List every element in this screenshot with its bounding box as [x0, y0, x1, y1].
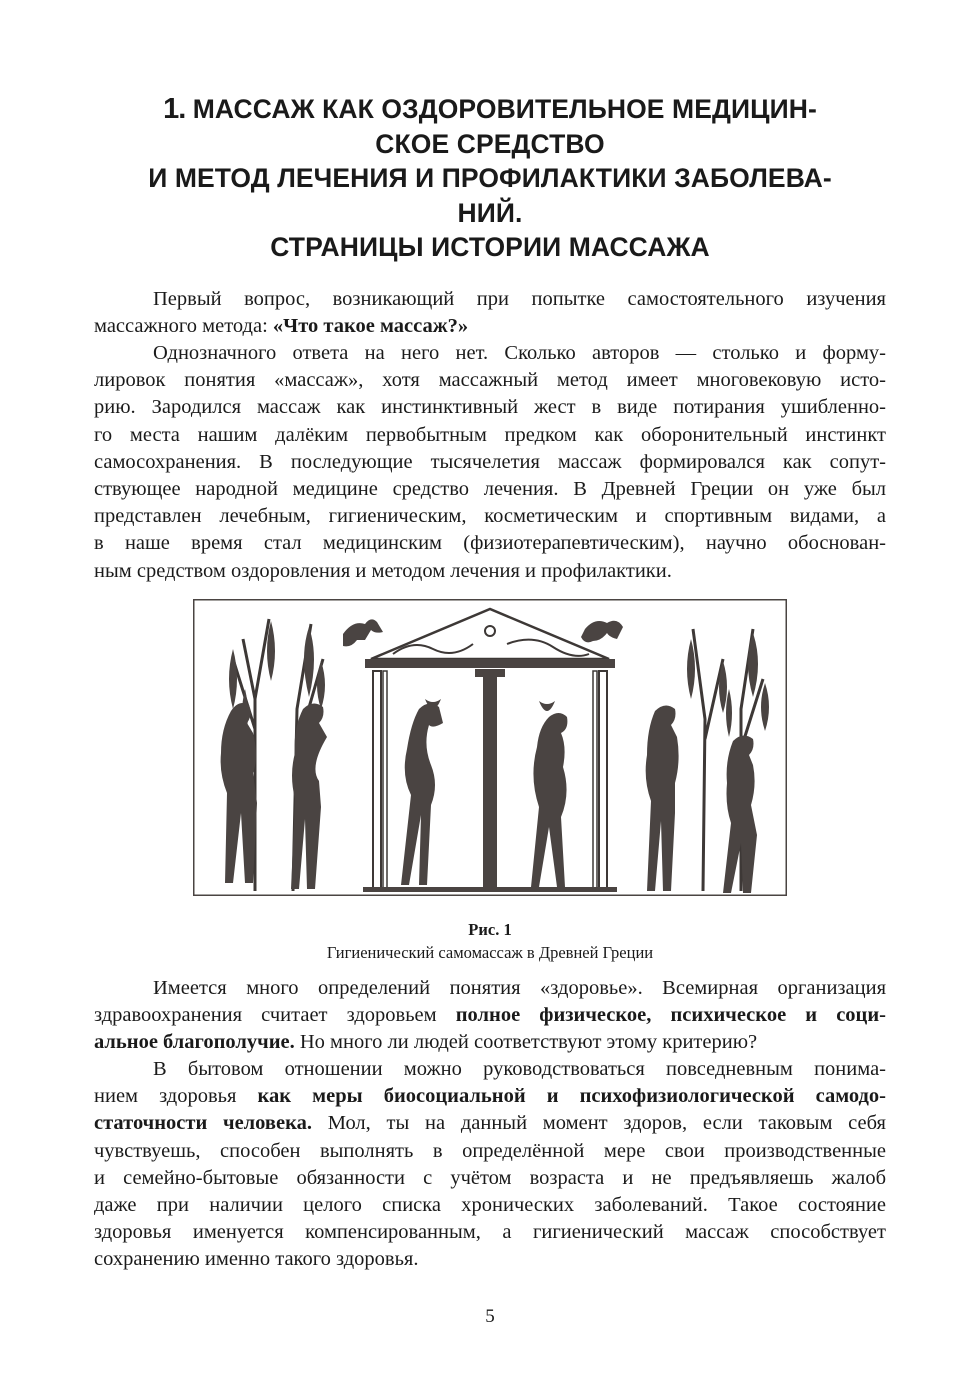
- text-line: ствующее народной медицине средство лечения. В Древней Греции он уже был: [94, 478, 886, 501]
- text-line: го места нашим далёким первобытным предком как оборонительный инстинкт: [94, 423, 886, 446]
- text-run: нием здоровья: [94, 1085, 258, 1108]
- paragraph-1: [94, 286, 886, 340]
- text-run: Мол, ты на данный момент здоров, если таковым себя: [311, 1112, 886, 1135]
- text-line: даже при наличии целого списка хронических заболеваний. Такое состояние: [94, 1194, 886, 1217]
- text-line: сохранению именно такого здоровья.: [94, 1248, 419, 1271]
- figure-caption: Гигиенический самомассаж в Древней Греции: [326, 943, 654, 962]
- text-line: [94, 1083, 886, 1110]
- figure-greek-vase-painting: [193, 599, 787, 896]
- text-line: [94, 1002, 886, 1029]
- chapter-title-line: НИЙ.: [457, 197, 523, 228]
- chapter-title-line: МАССАЖ КАК ОЗДОРОВИТЕЛЬНОЕ МЕДИЦИН-: [185, 94, 817, 124]
- text-line: чувствуешь, способен выполнять в определённой мере свои производственные: [94, 1139, 886, 1162]
- text-line: и семейно-бытовые обязанности с учётом возраста и не предъявляешь жалоб: [94, 1166, 886, 1189]
- chapter-title-line: И МЕТОД ЛЕЧЕНИЯ И ПРОФИЛАКТИКИ ЗАБОЛЕВА-: [148, 163, 832, 193]
- question-bold: «Что такое массаж?»: [272, 315, 469, 338]
- paragraph-3: [94, 975, 886, 1057]
- text-run: массажного метода:: [94, 315, 273, 338]
- text-line: рию. Зародился массаж как инстинктивный жест в виде потирания ушибленно-: [94, 396, 886, 419]
- definition-bold: статочности человека.: [94, 1112, 312, 1135]
- definition-bold: альное благополучие.: [94, 1031, 295, 1054]
- text-line: лировок понятия «массаж», хотя массажный метод имеет многовековую исто-: [94, 369, 886, 392]
- paragraph-2: [94, 340, 886, 585]
- text-run: здравоохранения считает здоровьем: [94, 1004, 456, 1027]
- text-line: Однозначного ответа на него нет. Сколько авторов — столько и форму-: [153, 342, 886, 364]
- text-line: [94, 1029, 886, 1056]
- page-number: 5: [485, 1306, 495, 1327]
- text-line: в наше время стал медицинским (физиотерапевтическим), научно обоснован-: [94, 532, 886, 555]
- text-line: Первый вопрос, возникающий при попытке самостоятельного изучения: [153, 288, 886, 310]
- text-line: здоровья именуется компенсированным, а гигиенический массаж способствует: [94, 1221, 886, 1244]
- text-line: самосохранения. В последующие тысячелетия массаж формировался как сопут-: [94, 450, 886, 473]
- text-line: [94, 1110, 886, 1137]
- figure-label: Рис. 1: [468, 920, 512, 939]
- chapter-number: 1.: [163, 93, 186, 125]
- text-run: Но много ли людей соответствуют этому критерию?: [294, 1031, 758, 1054]
- definition-bold: как меры биосоциальной и психофизиологической самодо-: [257, 1085, 886, 1108]
- definition-bold: полное физическое, психическое и соци-: [455, 1004, 886, 1027]
- chapter-title-line: СТРАНИЦЫ ИСТОРИИ МАССАЖА: [270, 232, 710, 262]
- text-line: В бытовом отношении можно руководствоваться повседневным понима-: [153, 1058, 886, 1080]
- chapter-title: [96, 92, 884, 265]
- text-line: Имеется много определений понятия «здоровье». Всемирная организация: [153, 977, 886, 999]
- text-line: ным средством оздоровления и методом лечения и профилактики.: [94, 559, 672, 582]
- text-line: [94, 313, 886, 340]
- paragraph-4: [94, 1056, 886, 1274]
- text-line: представлен лечебным, гигиеническим, косметическим и спортивным видами, а: [94, 505, 886, 528]
- chapter-title-line: СКОЕ СРЕДСТВО: [375, 128, 605, 159]
